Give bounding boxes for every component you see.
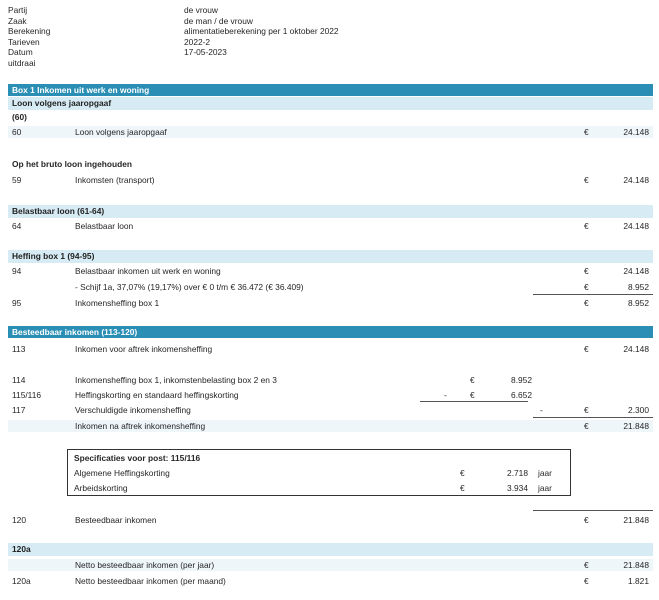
subsection-title-heffing: Heffing box 1 (94-95) bbox=[8, 250, 653, 263]
specification-row bbox=[68, 482, 569, 494]
currency-symbol: € bbox=[584, 127, 589, 137]
currency-symbol: € bbox=[584, 266, 589, 276]
row-description: Inkomensheffing box 1 bbox=[75, 298, 160, 308]
table-row bbox=[8, 297, 653, 309]
row-amount: 21.848 bbox=[623, 421, 649, 431]
section-title-besteedbaar: Besteedbaar inkomen (113-120) bbox=[8, 326, 653, 338]
row-code: 60 bbox=[12, 127, 22, 137]
row-amount: 8.952 bbox=[628, 298, 649, 308]
row-amount: 24.148 bbox=[623, 127, 649, 137]
subtotal-rule bbox=[420, 401, 528, 402]
row-amount: 24.148 bbox=[623, 175, 649, 185]
currency-symbol: € bbox=[584, 560, 589, 570]
header-key: Tarieven bbox=[8, 36, 40, 47]
specification-description: Algemene Heffingskorting bbox=[74, 468, 170, 478]
subtotal-rule bbox=[533, 510, 653, 511]
row-code: 120a bbox=[12, 576, 31, 586]
row-description: Netto besteedbaar inkomen (per maand) bbox=[75, 576, 226, 586]
table-row bbox=[8, 559, 653, 571]
row-code: 117 bbox=[12, 405, 26, 415]
row-description: - Schijf 1a, 37,07% (19,17%) over € 0 t/m € 36.472 (€ 36.409) bbox=[75, 282, 304, 292]
specification-row bbox=[68, 467, 569, 479]
table-row bbox=[8, 174, 653, 186]
row-description: Inkomen voor aftrek inkomensheffing bbox=[75, 344, 213, 354]
specification-unit: jaar bbox=[538, 468, 552, 478]
specification-box bbox=[67, 449, 571, 496]
table-row bbox=[8, 343, 653, 355]
table-row bbox=[8, 389, 653, 401]
minus-sign: - bbox=[540, 405, 543, 415]
row-amount: 21.848 bbox=[623, 560, 649, 570]
row-description: Inkomensheffing box 1, inkomstenbelasting box 2 en 3 bbox=[75, 375, 277, 385]
currency-symbol: € bbox=[584, 421, 589, 431]
header-value: de man / de vrouw bbox=[184, 15, 253, 26]
row-description: Inkomsten (transport) bbox=[75, 175, 155, 185]
row-code: 114 bbox=[12, 375, 26, 385]
row-amount: 24.148 bbox=[623, 266, 649, 276]
subtotal-rule bbox=[533, 294, 653, 295]
row-amount: 2.300 bbox=[628, 405, 649, 415]
row-description: Netto besteedbaar inkomen (per jaar) bbox=[75, 560, 215, 570]
row-description: Loon volgens jaaropgaaf bbox=[75, 127, 167, 137]
currency-symbol: € bbox=[470, 390, 475, 400]
table-row bbox=[8, 420, 653, 432]
table-row bbox=[8, 281, 653, 293]
header-key: Berekening bbox=[8, 26, 51, 36]
row-description: Heffingskorting en standaard heffingskorting bbox=[75, 390, 239, 400]
row-amount: 24.148 bbox=[623, 344, 649, 354]
currency-symbol: € bbox=[460, 483, 465, 493]
currency-symbol: € bbox=[584, 221, 589, 231]
row-amount: 24.148 bbox=[623, 221, 649, 231]
header-value: 17-05-2023 bbox=[184, 47, 227, 57]
row-code: 115/116 bbox=[12, 390, 42, 400]
currency-symbol: € bbox=[584, 344, 589, 354]
subtotal-rule bbox=[533, 417, 653, 418]
currency-symbol: € bbox=[584, 298, 589, 308]
row-code: 120 bbox=[12, 515, 26, 525]
table-row bbox=[8, 126, 653, 138]
currency-symbol: € bbox=[584, 515, 589, 525]
specification-amount: 2.718 bbox=[507, 468, 528, 478]
row-code: 64 bbox=[12, 221, 22, 231]
row-code: 95 bbox=[12, 298, 22, 308]
row-code: 59 bbox=[12, 175, 22, 185]
header-value: 2022-2 bbox=[184, 36, 211, 47]
row-code: 94 bbox=[12, 266, 22, 276]
currency-symbol: € bbox=[584, 282, 589, 292]
subsection-title-loon: Loon volgens jaaropgaaf bbox=[8, 97, 653, 110]
row-amount: 1.821 bbox=[628, 576, 649, 586]
table-row bbox=[8, 220, 653, 232]
currency-symbol: € bbox=[470, 375, 475, 385]
row-amount: 21.848 bbox=[623, 515, 649, 525]
specification-amount: 3.934 bbox=[507, 483, 528, 493]
table-row bbox=[8, 374, 653, 386]
currency-symbol: € bbox=[460, 468, 465, 478]
currency-symbol: € bbox=[584, 175, 589, 185]
row-code: (60) bbox=[12, 112, 27, 122]
row-code: 113 bbox=[12, 344, 26, 354]
row-description: Verschuldigde inkomensheffing bbox=[75, 405, 191, 415]
table-row bbox=[8, 575, 653, 587]
header-key: Datum uitdraai bbox=[8, 47, 36, 68]
minus-sign: - bbox=[444, 390, 447, 400]
subsection-title-belastbaar: Belastbaar loon (61-64) bbox=[8, 205, 653, 218]
row-description: Besteedbaar inkomen bbox=[75, 515, 157, 525]
header-key: Zaak bbox=[8, 15, 27, 26]
header-value: alimentatieberekening per 1 oktober 2022 bbox=[184, 26, 339, 36]
table-row bbox=[8, 404, 653, 416]
row-description: Belastbaar inkomen uit werk en woning bbox=[75, 266, 221, 276]
section-title-box1: Box 1 Inkomen uit werk en woning bbox=[8, 84, 653, 96]
specification-unit: jaar bbox=[538, 483, 552, 493]
subsection-title-ingehouden bbox=[8, 158, 653, 170]
table-row bbox=[8, 514, 653, 526]
header-key: Partij bbox=[8, 5, 28, 15]
row-description: Belastbaar loon bbox=[75, 221, 134, 231]
row-amount: 8.952 bbox=[511, 375, 532, 385]
specification-description: Arbeidskorting bbox=[74, 483, 128, 493]
row-amount: 6.652 bbox=[511, 390, 532, 400]
header-value: de vrouw bbox=[184, 5, 218, 15]
subsection-sub-label bbox=[8, 111, 653, 123]
currency-symbol: € bbox=[584, 576, 589, 586]
table-row bbox=[8, 265, 653, 277]
specification-title: Specificaties voor post: 115/116 bbox=[74, 453, 201, 463]
subsection-label: Op het bruto loon ingehouden bbox=[12, 159, 133, 169]
currency-symbol: € bbox=[584, 405, 589, 415]
row-amount: 8.952 bbox=[628, 282, 649, 292]
row-description: Inkomen na aftrek inkomensheffing bbox=[75, 421, 206, 431]
subsection-title-120a: 120a bbox=[8, 543, 653, 556]
